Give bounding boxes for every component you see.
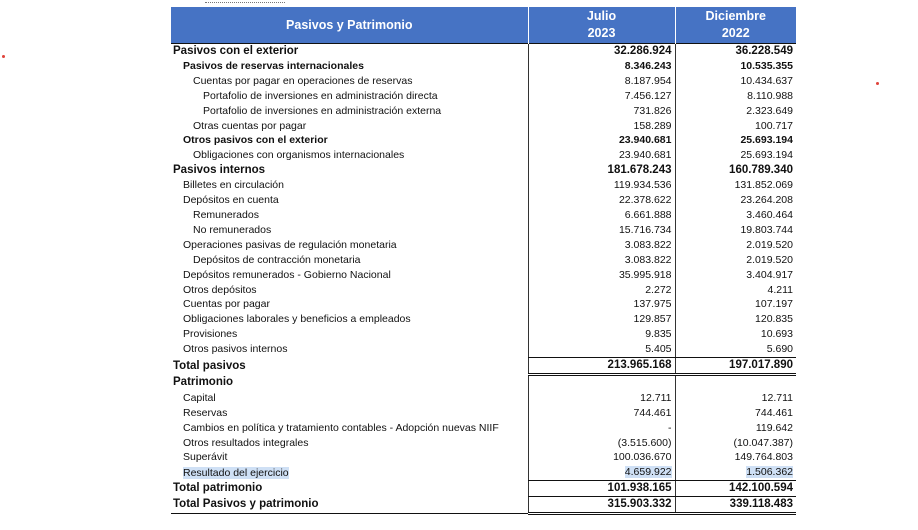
table-row (171, 163, 796, 178)
value-december-2022-text: 10.693 (760, 328, 793, 341)
value-december-2022 (675, 327, 796, 342)
row-label (171, 421, 528, 436)
value-july-2023 (528, 406, 675, 421)
table-row (171, 104, 796, 119)
row-label-text: Pasivos internos (173, 164, 266, 177)
row-label-text: Operaciones pasivas de regulación monetaria (183, 238, 397, 251)
table-row (171, 208, 796, 223)
row-label (171, 283, 528, 298)
row-label-text: Cuentas por pagar en operaciones de reservas (193, 74, 413, 87)
table-row (171, 119, 796, 134)
value-july-2023-text: 129.857 (633, 313, 672, 326)
value-december-2022-text: 339.118.483 (729, 498, 793, 511)
table-row (171, 374, 796, 390)
row-label (171, 253, 528, 268)
red-dot-marker-right (876, 82, 879, 85)
row-label (171, 481, 528, 497)
row-label (171, 163, 528, 178)
value-july-2023-text: 8.346.243 (624, 59, 672, 72)
value-december-2022 (675, 253, 796, 268)
table-row (171, 238, 796, 253)
value-december-2022 (675, 193, 796, 208)
row-label (171, 406, 528, 421)
table-row (171, 223, 796, 238)
row-label-text: Otras cuentas por pagar (193, 119, 307, 132)
table-row (171, 450, 796, 465)
value-december-2022-text: 25.693.194 (740, 134, 793, 147)
value-july-2023 (528, 327, 675, 342)
value-july-2023-text: 15.716.734 (618, 223, 672, 236)
value-december-2022 (675, 297, 796, 312)
value-july-2023 (528, 178, 675, 193)
value-december-2022 (675, 59, 796, 74)
value-december-2022-text: 25.693.194 (740, 149, 793, 162)
value-december-2022 (675, 163, 796, 178)
value-july-2023 (528, 342, 675, 357)
value-july-2023-text: 181.678.243 (607, 164, 672, 177)
value-july-2023 (528, 391, 675, 406)
value-july-2023-text: 35.995.918 (618, 268, 672, 281)
table-row (171, 342, 796, 357)
table-row (171, 253, 796, 268)
value-december-2022-text: 197.017.890 (729, 359, 793, 372)
value-december-2022-text: 8.110.988 (747, 89, 793, 102)
table-row (171, 436, 796, 451)
value-july-2023 (528, 208, 675, 223)
value-july-2023 (528, 238, 675, 253)
value-july-2023 (528, 163, 675, 178)
table-row (171, 283, 796, 298)
value-july-2023 (528, 312, 675, 327)
value-july-2023-text: - (668, 421, 672, 434)
header-col2-month: Diciembre (705, 9, 766, 23)
row-label (171, 374, 528, 390)
value-july-2023-text: 3.083.822 (624, 253, 672, 266)
value-december-2022 (675, 268, 796, 283)
value-december-2022 (675, 178, 796, 193)
value-december-2022-text: 3.460.464 (746, 208, 793, 221)
row-label-text: Pasivos con el exterior (173, 45, 299, 57)
row-label-text: Portafolio de inversiones en administración externa (203, 104, 442, 117)
table-body (171, 44, 796, 514)
row-label (171, 327, 528, 342)
value-july-2023-text: 137.975 (633, 298, 672, 311)
row-label-text: No remunerados (193, 223, 272, 236)
value-july-2023-text: 158.289 (633, 119, 672, 132)
header-label: Pasivos y Patrimonio (171, 7, 528, 44)
value-july-2023-text: 101.938.165 (607, 482, 672, 495)
value-july-2023 (528, 297, 675, 312)
value-december-2022 (675, 465, 796, 480)
value-december-2022 (675, 74, 796, 89)
row-label (171, 297, 528, 312)
value-july-2023-text: 315.903.332 (607, 498, 672, 511)
value-december-2022 (675, 406, 796, 421)
table-row (171, 312, 796, 327)
value-july-2023 (528, 450, 675, 465)
row-label-text: Obligaciones laborales y beneficios a empleados (183, 313, 411, 326)
row-label-text: Depósitos de contracción monetaria (193, 253, 361, 266)
value-july-2023 (528, 374, 675, 390)
value-july-2023 (528, 104, 675, 119)
value-july-2023-text: 744.461 (633, 406, 672, 419)
row-label-text: Pasivos de reservas internacionales (183, 59, 364, 72)
table-row (171, 193, 796, 208)
row-label (171, 59, 528, 74)
table-row (171, 358, 796, 375)
value-december-2022-text: 10.535.355 (740, 59, 793, 72)
value-july-2023-text: 23.940.681 (618, 149, 672, 162)
value-december-2022 (675, 208, 796, 223)
value-december-2022 (675, 312, 796, 327)
header-col1-month: Julio (586, 9, 617, 23)
row-label (171, 44, 528, 59)
row-label (171, 208, 528, 223)
row-label (171, 436, 528, 451)
value-december-2022 (675, 44, 796, 59)
row-label-text: Cuentas por pagar (183, 298, 270, 311)
value-december-2022-text: 142.100.594 (729, 482, 793, 495)
value-december-2022 (675, 133, 796, 148)
table-row (171, 421, 796, 436)
value-july-2023-text: 22.378.622 (618, 194, 672, 207)
value-december-2022 (675, 342, 796, 357)
value-december-2022-text: 744.461 (755, 406, 793, 419)
value-december-2022-text: 120.835 (755, 313, 793, 326)
value-december-2022-text: 160.789.340 (729, 164, 793, 177)
table-row (171, 406, 796, 421)
row-label (171, 223, 528, 238)
row-label-text: Superávit (183, 451, 228, 464)
header-column-december-2022 (675, 7, 796, 44)
value-december-2022-text: 2.019.520 (746, 253, 793, 266)
row-label (171, 89, 528, 104)
table-row (171, 497, 796, 514)
value-december-2022-text: (10.047.387) (733, 436, 793, 449)
value-july-2023-text: 32.286.924 (613, 45, 672, 57)
row-label-text: Otros resultados integrales (183, 436, 309, 449)
value-july-2023 (528, 436, 675, 451)
value-december-2022 (675, 148, 796, 163)
value-july-2023-text: 7.456.127 (624, 89, 672, 102)
row-label-text: Otros depósitos (183, 283, 257, 296)
red-dot-marker-left (2, 55, 5, 58)
row-label-text: Cambios en política y tratamiento contables - Adopción nuevas NIIF (183, 421, 499, 434)
row-label-text: Patrimonio (173, 376, 234, 389)
value-july-2023 (528, 268, 675, 283)
row-label-text: Reservas (183, 406, 228, 419)
row-label (171, 178, 528, 193)
value-december-2022 (675, 104, 796, 119)
value-december-2022 (675, 481, 796, 497)
row-label (171, 450, 528, 465)
value-december-2022-text: 1.506.362 (746, 466, 793, 479)
row-label-text: Total patrimonio (173, 482, 263, 495)
row-label-text: Total Pasivos y patrimonio (173, 498, 319, 511)
value-july-2023-text: 4.659.922 (624, 466, 672, 479)
row-label (171, 104, 528, 119)
row-label-text: Depósitos remunerados - Gobierno Nacional (183, 268, 391, 281)
value-december-2022-text: 19.803.744 (740, 223, 793, 236)
table-row (171, 148, 796, 163)
header-col2-year: 2022 (721, 26, 750, 40)
value-december-2022-text: 5.690 (766, 343, 793, 356)
value-july-2023 (528, 481, 675, 497)
value-july-2023 (528, 119, 675, 134)
value-december-2022-text: 23.264.208 (740, 194, 793, 207)
table-row (171, 74, 796, 89)
value-july-2023 (528, 44, 675, 59)
value-july-2023 (528, 89, 675, 104)
table-row (171, 268, 796, 283)
row-label (171, 193, 528, 208)
value-december-2022-text: 107.197 (755, 298, 793, 311)
table-row (171, 133, 796, 148)
value-july-2023-text: 213.965.168 (607, 359, 672, 372)
value-december-2022-text: 12.711 (761, 391, 793, 404)
value-december-2022-text: 2.019.520 (746, 238, 793, 251)
value-december-2022 (675, 223, 796, 238)
value-july-2023-text: 12.711 (640, 391, 672, 404)
row-label-text: Billetes en circulación (183, 179, 284, 192)
row-label (171, 497, 528, 514)
row-label (171, 465, 528, 480)
value-july-2023 (528, 148, 675, 163)
row-label-text: Total pasivos (173, 359, 246, 372)
table-row (171, 178, 796, 193)
row-label-text: Provisiones (183, 328, 238, 341)
value-december-2022 (675, 89, 796, 104)
row-label (171, 391, 528, 406)
value-december-2022-text: 3.404.917 (746, 268, 793, 281)
value-july-2023-text: 3.083.822 (624, 238, 672, 251)
value-july-2023-text: 6.661.888 (624, 208, 672, 221)
value-july-2023-text: 100.036.670 (613, 451, 672, 464)
value-december-2022 (675, 238, 796, 253)
value-december-2022 (675, 283, 796, 298)
table-row (171, 44, 796, 59)
row-label (171, 358, 528, 375)
value-july-2023 (528, 193, 675, 208)
table-row (171, 465, 796, 480)
row-label (171, 312, 528, 327)
value-july-2023 (528, 133, 675, 148)
value-december-2022-text: 119.642 (755, 421, 793, 434)
value-july-2023 (528, 497, 675, 514)
value-december-2022 (675, 119, 796, 134)
value-december-2022-text: 10.434.637 (740, 74, 793, 87)
row-label-text: Otros pasivos internos (183, 343, 288, 356)
table-row (171, 89, 796, 104)
row-label-text: Remunerados (193, 208, 259, 221)
header-col1-year: 2023 (587, 26, 616, 40)
value-december-2022 (675, 497, 796, 514)
row-label (171, 119, 528, 134)
row-label (171, 133, 528, 148)
table-row (171, 391, 796, 406)
value-december-2022 (675, 374, 796, 390)
row-label (171, 268, 528, 283)
value-december-2022 (675, 436, 796, 451)
row-label (171, 238, 528, 253)
row-label-text: Obligaciones con organismos internacionales (193, 149, 405, 162)
row-label-text: Portafolio de inversiones en administración directa (203, 89, 438, 102)
value-december-2022-text: 149.764.803 (734, 451, 793, 464)
value-december-2022 (675, 450, 796, 465)
value-july-2023-text: 9.835 (645, 328, 672, 341)
value-july-2023-text: (3.515.600) (617, 436, 672, 449)
value-july-2023 (528, 74, 675, 89)
value-july-2023 (528, 283, 675, 298)
row-label (171, 148, 528, 163)
value-july-2023-text: 731.826 (633, 104, 672, 117)
value-july-2023-text: 2.272 (645, 283, 672, 296)
table-row (171, 297, 796, 312)
value-july-2023-text: 8.187.954 (624, 74, 672, 87)
header-column-july-2023 (528, 7, 675, 44)
table-row (171, 59, 796, 74)
value-december-2022-text: 100.717 (755, 119, 793, 132)
table-row (171, 327, 796, 342)
balance-sheet-table (171, 7, 796, 515)
row-label-text: Depósitos en cuenta (183, 194, 279, 207)
value-july-2023 (528, 421, 675, 436)
value-july-2023 (528, 253, 675, 268)
value-july-2023-text: 5.405 (645, 343, 672, 356)
value-july-2023 (528, 465, 675, 480)
row-label-text: Otros pasivos con el exterior (183, 134, 328, 147)
value-july-2023 (528, 358, 675, 375)
row-label-text: Capital (183, 391, 216, 404)
value-december-2022 (675, 358, 796, 375)
row-label (171, 74, 528, 89)
value-july-2023-text: 23.940.681 (618, 134, 672, 147)
value-december-2022-text: 36.228.549 (735, 45, 793, 57)
cropped-text-fragment (205, 0, 295, 5)
table-header-row (171, 7, 796, 44)
value-july-2023 (528, 223, 675, 238)
table-row (171, 481, 796, 497)
row-label (171, 342, 528, 357)
value-december-2022-text: 4.211 (767, 283, 793, 296)
value-december-2022-text: 2.323.649 (746, 104, 793, 117)
row-label-text: Resultado del ejercicio (183, 466, 289, 479)
value-december-2022-text: 131.852.069 (734, 179, 793, 192)
value-december-2022 (675, 421, 796, 436)
value-july-2023-text: 119.934.536 (613, 179, 672, 192)
value-july-2023 (528, 59, 675, 74)
value-december-2022 (675, 391, 796, 406)
